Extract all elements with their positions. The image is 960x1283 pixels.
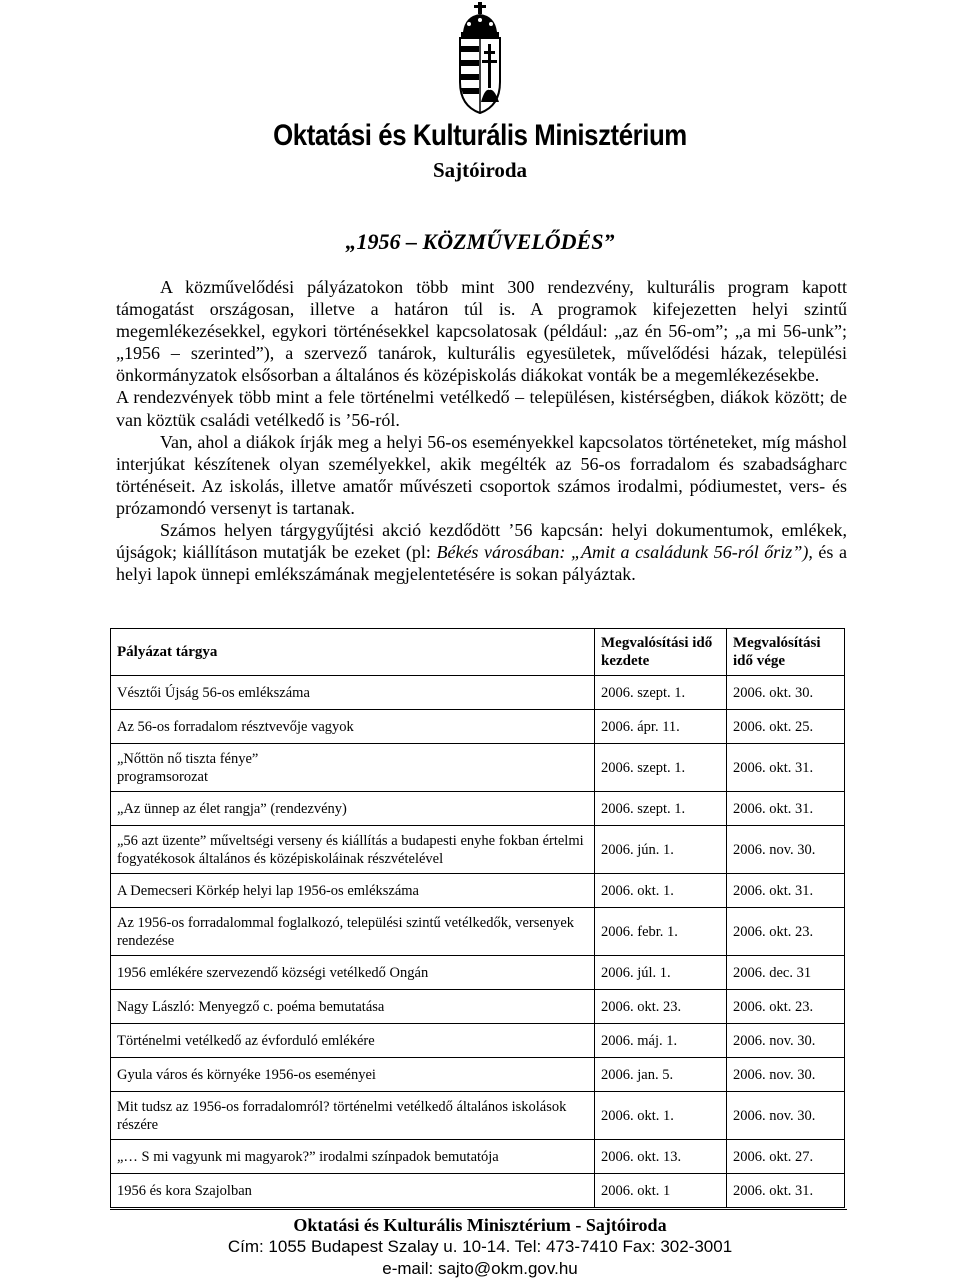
table-row [111, 1174, 845, 1208]
collections-example: Békés városában: „Amit a családunk 56-ról őriz”), [436, 542, 813, 563]
cell-start: 2006. okt. 13. [595, 1140, 727, 1174]
cell-start: 2006. febr. 1. [595, 908, 727, 956]
ministry-name: Oktatási és Kulturális Minisztérium [273, 119, 687, 152]
collections-text-end: és a helyi lapok ünnepi emlékszámának megjelentetésére is sokan pályáztak. [116, 542, 847, 585]
cell-subject: Történelmi vetélkedő az évforduló emlékére [111, 1024, 595, 1058]
cell-start: 2006. okt. 1. [595, 1092, 727, 1140]
collections-text-start: Számos helyen tárgygyűjtési akció kezdődött ’56 kapcsán: helyi dokumentumok, emlékek, újságok; kiállításon mutatják be ezeket (pl: [116, 520, 847, 563]
footer [0, 1214, 960, 1280]
cell-start: 2006. júl. 1. [595, 956, 727, 990]
table-header-row [111, 629, 845, 676]
table-row [111, 826, 845, 874]
footer-divider [110, 1209, 847, 1210]
cell-subject: Mit tudsz az 1956-os forradalomról? történelmi vetélkedő általános iskolások részére [111, 1092, 595, 1140]
cell-start: 2006. okt. 1 [595, 1174, 727, 1208]
paragraph-stories: Van, ahol a diákok írják meg a helyi 56-os eseményekkel kapcsolatos történeteket, míg máshol interjúkat készítenek olyan személyekkel, akik megélték az 56-os forradalom és szabadságharc történéseit. Az iskolás, illetve amatőr művészeti csoportok számos irodalmi, pódiumestet, vers- és prózamondó versenyt is tartanak. [116, 431, 847, 518]
cell-start: 2006. szept. 1. [595, 792, 727, 826]
table-row [111, 1024, 845, 1058]
cell-end: 2006. okt. 31. [727, 1174, 845, 1208]
cell-start: 2006. okt. 1. [595, 874, 727, 908]
cell-subject: 1956 emlékére szervezendő községi vetélkedő Ongán [111, 956, 595, 990]
header-start: Megvalósítási idő kezdete [595, 629, 727, 676]
cell-end: 2006. nov. 30. [727, 1092, 845, 1140]
cell-subject: Nagy László: Menyegző c. poéma bemutatása [111, 990, 595, 1024]
table-row [111, 744, 845, 792]
cell-end: 2006. dec. 31 [727, 956, 845, 990]
footer-email: e-mail: sajto@okm.gov.hu [382, 1259, 578, 1278]
cell-end: 2006. okt. 31. [727, 792, 845, 826]
cell-subject: A Demecseri Körkép helyi lap 1956-os emlékszáma [111, 874, 595, 908]
cell-start: 2006. szept. 1. [595, 676, 727, 710]
cell-end: 2006. okt. 31. [727, 874, 845, 908]
table-row [111, 990, 845, 1024]
footer-address: Cím: 1055 Budapest Szalay u. 10-14. Tel: 473-7410 Fax: 302-3001 [227, 1237, 733, 1256]
table-row [111, 874, 845, 908]
cell-subject: „56 azt üzente” műveltségi verseny és kiállítás a budapesti enyhe fokban értelmi fogyatékosok általános és középiskoláinak részvételével [111, 826, 595, 874]
cell-start: 2006. jún. 1. [595, 826, 727, 874]
table-row [111, 676, 845, 710]
table-row [111, 710, 845, 744]
cell-subject: Az 1956-os forradalommal foglalkozó, települési szintű vetélkedők, versenyek rendezése [111, 908, 595, 956]
cell-subject: „Nőttön nő tiszta fénye” programsorozat [111, 744, 595, 792]
cell-subject: „Az ünnep az élet rangja” (rendezvény) [111, 792, 595, 826]
cell-end: 2006. nov. 30. [727, 1024, 845, 1058]
cell-start: 2006. okt. 23. [595, 990, 727, 1024]
table-row [111, 908, 845, 956]
paragraph-collections [116, 519, 847, 585]
table-row [111, 1058, 845, 1092]
cell-start: 2006. máj. 1. [595, 1024, 727, 1058]
cell-start: 2006. jan. 5. [595, 1058, 727, 1092]
cell-subject: „… S mi vagyunk mi magyarok?” irodalmi színpadok bemutatója [111, 1140, 595, 1174]
cell-end: 2006. okt. 27. [727, 1140, 845, 1174]
cell-end: 2006. okt. 23. [727, 908, 845, 956]
cell-subject: Vésztői Újság 56-os emlékszáma [111, 676, 595, 710]
header-end: Megvalósítási idő vége [727, 629, 845, 676]
table-row [111, 956, 845, 990]
cell-subject: 1956 és kora Szajolban [111, 1174, 595, 1208]
cell-start: 2006. szept. 1. [595, 744, 727, 792]
cell-subject: Gyula város és környéke 1956-os eseményei [111, 1058, 595, 1092]
grants-table [110, 628, 845, 1208]
press-office-label: Sajtóiroda [432, 158, 528, 182]
footer-office: Oktatási és Kulturális Minisztérium - Sajtóiroda [293, 1215, 667, 1235]
table-row [111, 792, 845, 826]
header-subject: Pályázat tárgya [111, 629, 595, 676]
cell-end: 2006. okt. 30. [727, 676, 845, 710]
paragraph-intro: A közművelődési pályázatokon több mint 300 rendezvény, kulturális program kapott támogatást országosan, illetve a határon túl is. A programok kifejezetten helyi szintű megemlékezésekkel, egykori történésekkel kapcsolatosak (például: „az én 56-om”; „a mi 56-unk”; „1956 – szerinted”), a szervező tanárok, kulturális egyesületek, művelődési házak, települési önkormányzatok elsősorban a általános és középiskolás diákokat vonták be a megemlékezésekbe. [116, 277, 847, 386]
cell-end: 2006. okt. 23. [727, 990, 845, 1024]
cell-end: 2006. nov. 30. [727, 1058, 845, 1092]
cell-subject: Az 56-os forradalom résztvevője vagyok [111, 710, 595, 744]
cell-end: 2006. nov. 30. [727, 826, 845, 874]
table-row [111, 1140, 845, 1174]
paragraph-competitions: A rendezvények több mint a fele történelmi vetélkedő – településen, kistérségben, diákok között; de van köztük családi vetélkedő is ’56-ról. [116, 387, 847, 430]
cell-start: 2006. ápr. 11. [595, 710, 727, 744]
body-text [116, 276, 847, 585]
table-row [111, 1092, 845, 1140]
cell-end: 2006. okt. 25. [727, 710, 845, 744]
cell-end: 2006. okt. 31. [727, 744, 845, 792]
document-title: „1956 – KÖZMŰVELŐDÉS” [345, 229, 615, 254]
coat-of-arms-icon [455, 2, 505, 114]
